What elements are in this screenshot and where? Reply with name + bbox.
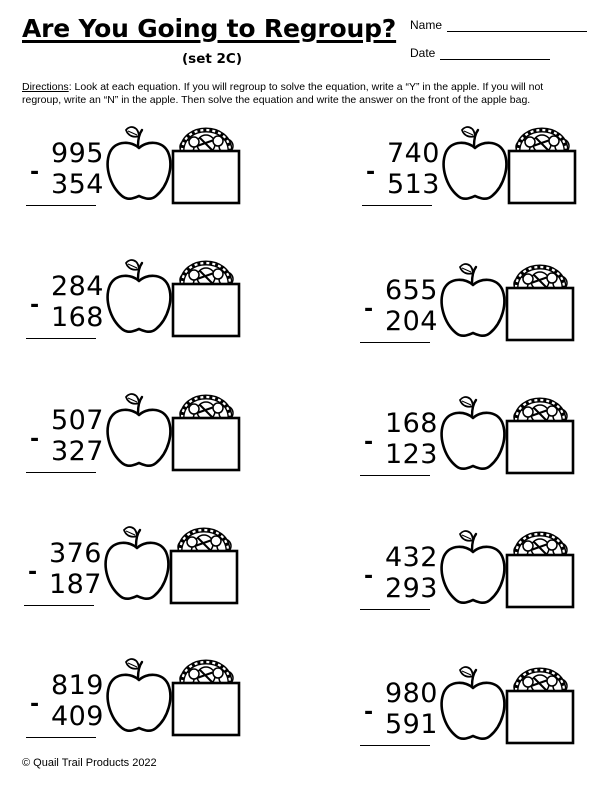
worksheet-title: Are You Going to Regroup?: [22, 14, 397, 43]
problem: [360, 138, 612, 238]
bottom-number: 409: [50, 701, 104, 732]
copyright-footer: © Quail Trail Products 2022: [22, 757, 157, 769]
top-number: 980: [384, 678, 438, 709]
apple-icon[interactable]: [440, 124, 510, 202]
date-field[interactable]: [410, 46, 550, 60]
answer-line: [360, 342, 430, 343]
minus-sign: -: [364, 700, 374, 725]
bottom-number: 204: [384, 306, 438, 337]
apple-bag-icon[interactable]: [168, 520, 240, 606]
equation: [358, 408, 438, 490]
apple-icon[interactable]: [104, 656, 174, 734]
problem: [358, 678, 612, 778]
apple-bag-icon[interactable]: [504, 660, 576, 746]
top-number: 432: [384, 542, 438, 573]
apple-bag-icon[interactable]: [170, 652, 242, 738]
problem: [24, 271, 284, 371]
problem: [24, 405, 284, 505]
top-number: 995: [50, 138, 104, 169]
apple-bag-icon[interactable]: [504, 257, 576, 343]
minus-sign: -: [28, 560, 38, 585]
top-number: 376: [48, 538, 102, 569]
bottom-number: 168: [50, 302, 104, 333]
bottom-number: 187: [48, 569, 102, 600]
top-number: 655: [384, 275, 438, 306]
answer-line: [26, 472, 96, 473]
answer-line: [360, 475, 430, 476]
equation: [358, 542, 438, 624]
answer-line: [360, 745, 430, 746]
apple-bag-icon[interactable]: [170, 387, 242, 473]
answer-line: [26, 338, 96, 339]
name-line[interactable]: [447, 19, 587, 32]
worksheet-subtitle: (set 2C): [182, 51, 242, 67]
equation: [24, 271, 104, 353]
date-line[interactable]: [440, 47, 550, 60]
directions-label: Directions: [22, 81, 69, 93]
apple-bag-icon[interactable]: [504, 390, 576, 476]
equation: [358, 275, 438, 357]
apple-icon[interactable]: [438, 664, 508, 742]
apple-icon[interactable]: [104, 391, 174, 469]
apple-icon[interactable]: [104, 257, 174, 335]
top-number: 168: [384, 408, 438, 439]
apple-icon[interactable]: [438, 261, 508, 339]
directions: [22, 81, 582, 107]
equation: [24, 138, 104, 220]
equation: [360, 138, 440, 220]
answer-line: [26, 737, 96, 738]
minus-sign: -: [366, 160, 376, 185]
minus-sign: -: [364, 430, 374, 455]
apple-icon[interactable]: [438, 394, 508, 472]
bottom-number: 293: [384, 573, 438, 604]
minus-sign: -: [30, 427, 40, 452]
answer-line: [360, 609, 430, 610]
top-number: 819: [50, 670, 104, 701]
bottom-number: 327: [50, 436, 104, 467]
apple-bag-icon[interactable]: [506, 120, 578, 206]
problem: [24, 670, 284, 770]
apple-icon[interactable]: [438, 528, 508, 606]
apple-bag-icon[interactable]: [170, 253, 242, 339]
bottom-number: 591: [384, 709, 438, 740]
apple-icon[interactable]: [102, 524, 172, 602]
equation: [24, 670, 104, 752]
answer-line: [26, 205, 96, 206]
bottom-number: 513: [386, 169, 440, 200]
name-field[interactable]: [410, 18, 587, 32]
problem: [358, 542, 612, 642]
top-number: 507: [50, 405, 104, 436]
directions-text: : Look at each equation. If you will regroup to solve the equation, write a “Y” in the apple. If you will not regroup, write an “N” in the apple. Then solve the equation and write the answer on the front of the apple bag.: [22, 81, 544, 106]
name-label: Name: [410, 18, 443, 32]
minus-sign: -: [30, 293, 40, 318]
apple-bag-icon[interactable]: [504, 524, 576, 610]
problem: [358, 408, 612, 508]
answer-line: [362, 205, 432, 206]
minus-sign: -: [364, 297, 374, 322]
equation: [22, 538, 102, 620]
top-number: 740: [386, 138, 440, 169]
top-number: 284: [50, 271, 104, 302]
minus-sign: -: [30, 692, 40, 717]
date-label: Date: [410, 46, 436, 60]
problem: [22, 538, 282, 638]
answer-line: [24, 605, 94, 606]
problem: [358, 275, 612, 375]
problem: [24, 138, 284, 238]
equation: [24, 405, 104, 487]
apple-bag-icon[interactable]: [170, 120, 242, 206]
minus-sign: -: [364, 564, 374, 589]
equation: [358, 678, 438, 760]
bottom-number: 354: [50, 169, 104, 200]
apple-icon[interactable]: [104, 124, 174, 202]
bottom-number: 123: [384, 439, 438, 470]
minus-sign: -: [30, 160, 40, 185]
